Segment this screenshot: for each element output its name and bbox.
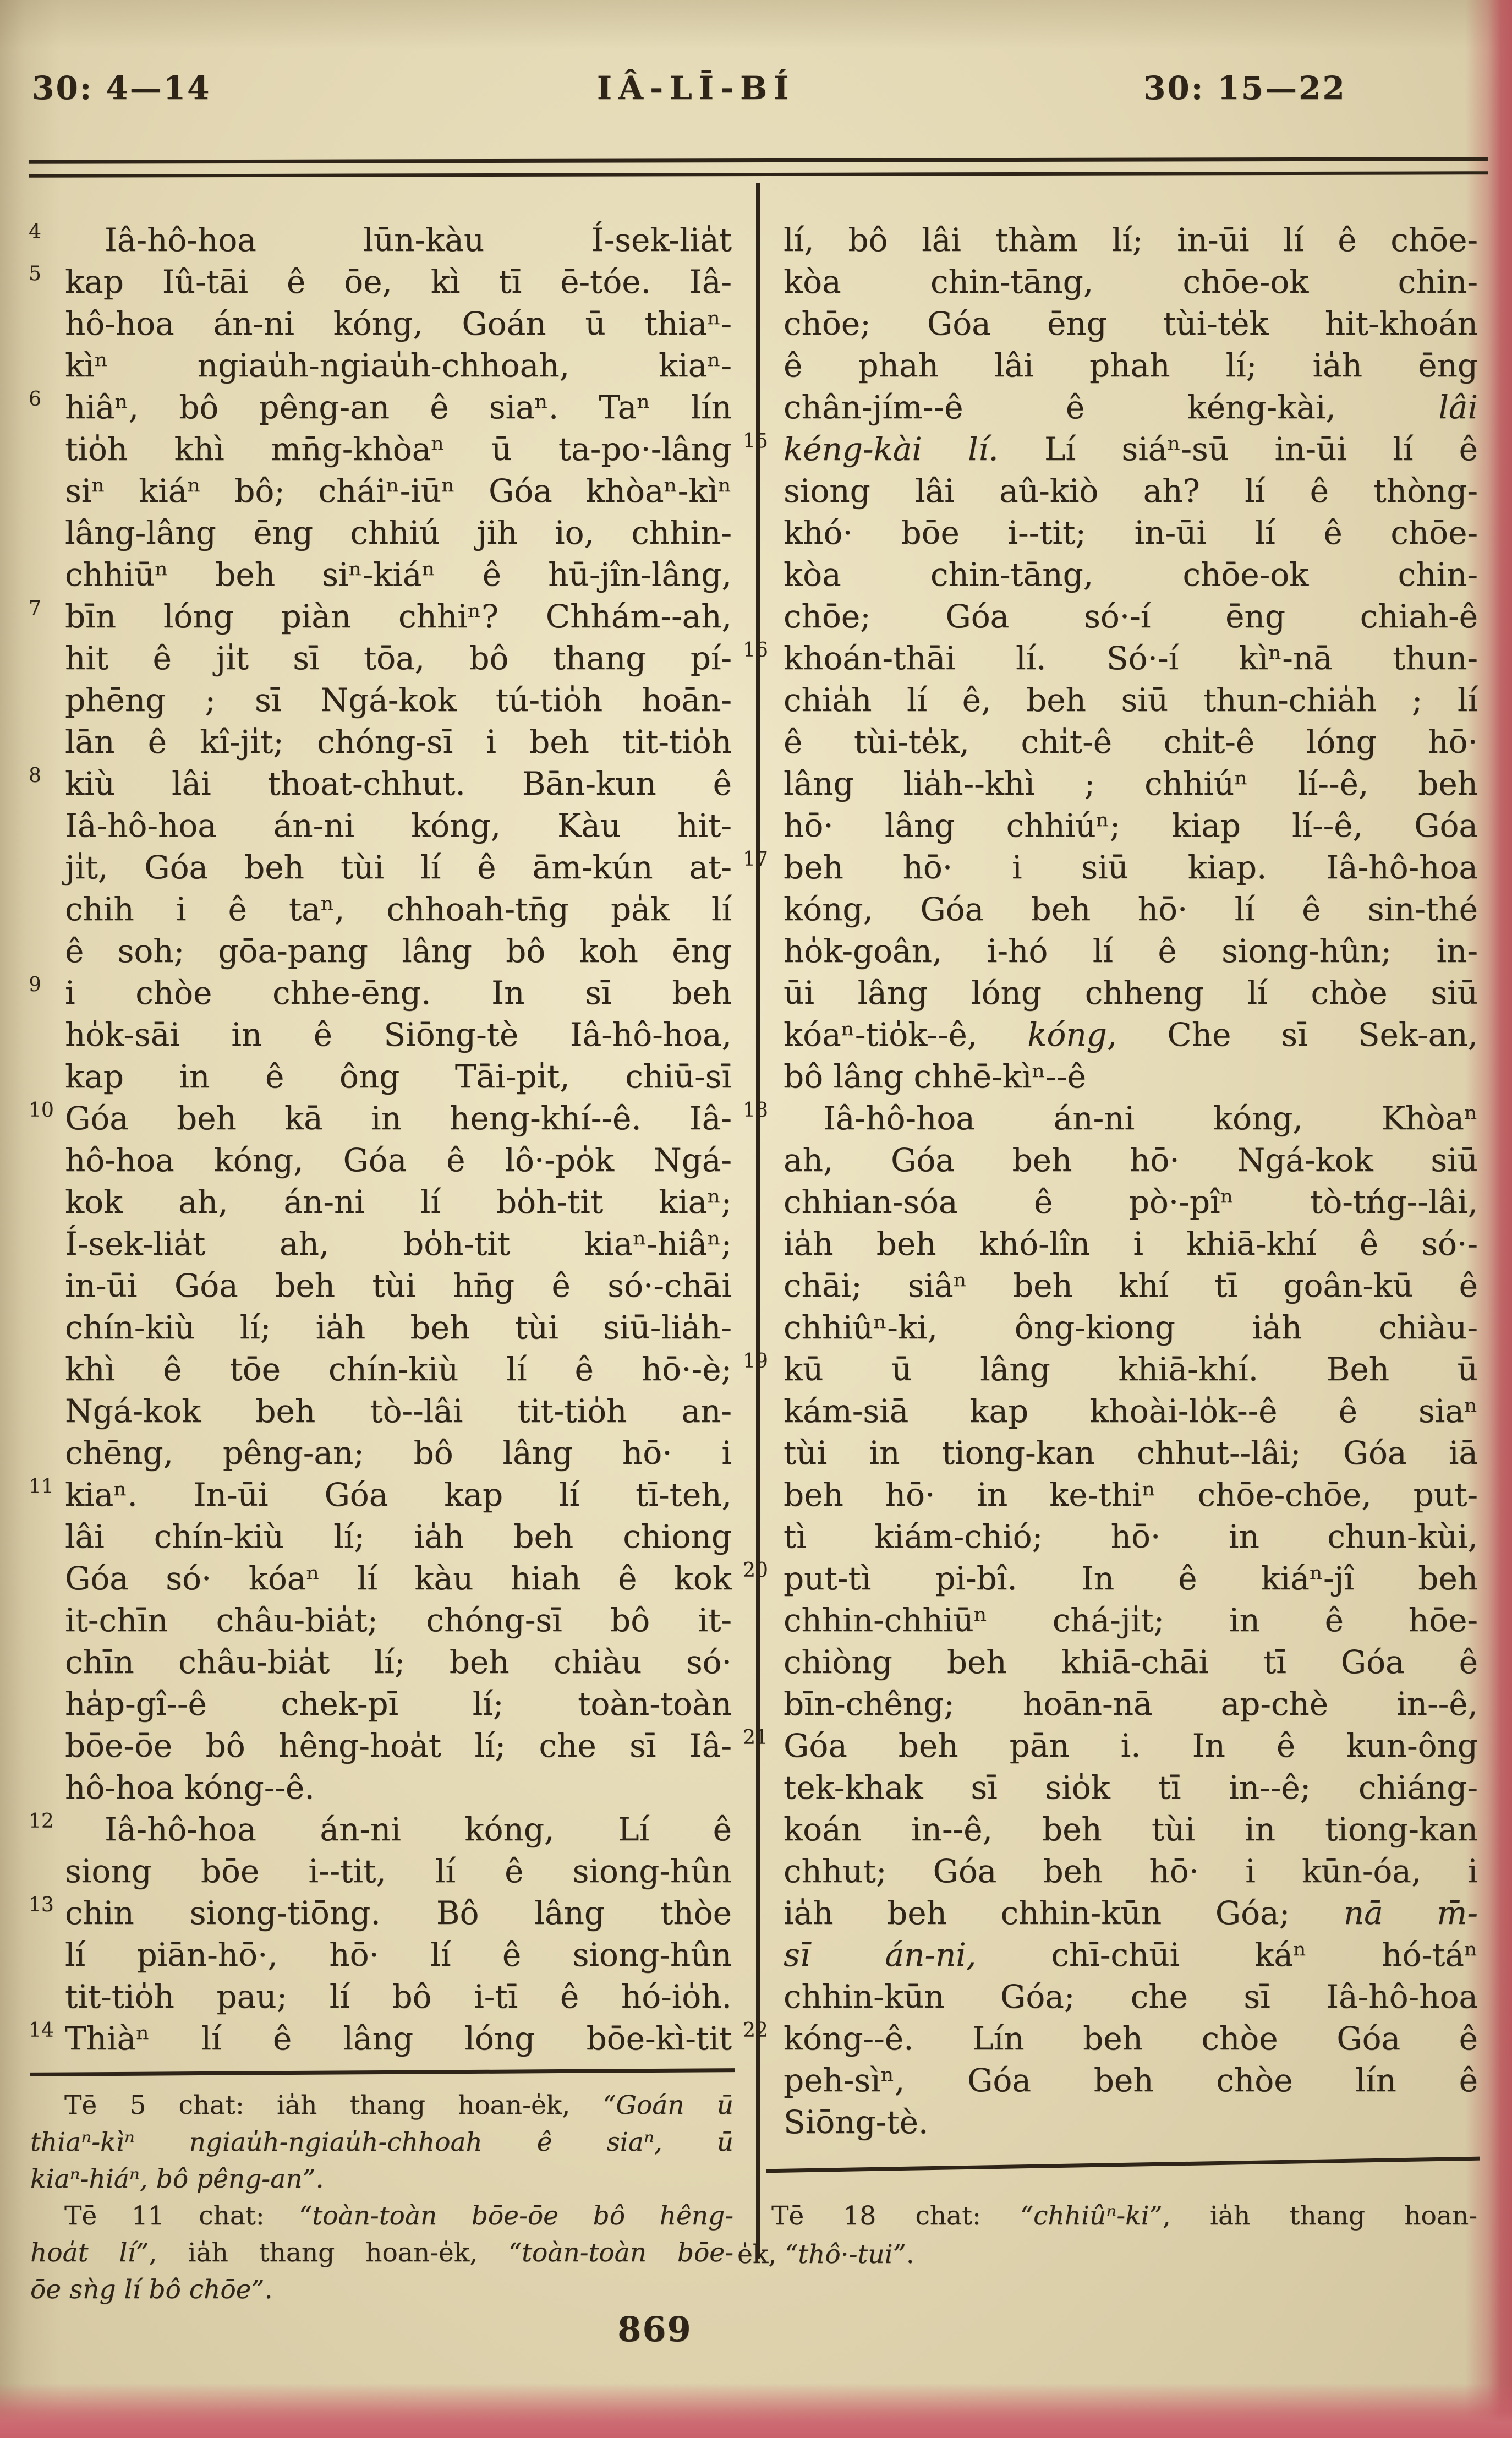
verse-line: chhian-sóa ê pò·-pîⁿ tò-tńg--lâi, — [784, 1183, 1478, 1221]
verse-line: koán in--ê, beh tùi in tiong-kan — [784, 1811, 1478, 1848]
verse-line: hô-hoa án-ni kóng, Goán ū thiaⁿ- — [65, 305, 732, 342]
verse-number: 6 — [29, 388, 41, 411]
verse-line: kap in ê ông Tāi-pi̍t, chiū-sī — [65, 1058, 732, 1095]
verse-line: ah, Góa beh hō· Ngá-kok siū — [784, 1141, 1478, 1179]
verse-line: siong lâi aû-kiò ah? lí ê thòng- — [784, 472, 1478, 510]
verse-line: phēng ; sī Ngá-kok tú-tio̍h hoān- — [65, 681, 732, 719]
verse-line: ha̍p-gî--ê chek-pī lí; toàn-toàn — [65, 1685, 732, 1723]
verse-line: tì kiám-chió; hō· in chun-kùi, — [784, 1518, 1478, 1555]
verse-line: ê phah lâi phah lí; ia̍h ēng — [784, 347, 1478, 384]
verse-number: 21 — [743, 1726, 768, 1749]
verse-number: 20 — [743, 1559, 768, 1582]
verse-line: 15 kéng-kài lí. Lí siáⁿ-sū in-ūi lí ê — [743, 430, 1478, 468]
verse-line: 6 hiâⁿ, bô pêng-an ê siaⁿ. Taⁿ lín — [29, 388, 732, 426]
verse-number: 10 — [29, 1099, 54, 1122]
verse-line: chiòng beh khiā-chāi tī Góa ê — [784, 1643, 1478, 1681]
verse-line: peh-sìⁿ, Góa beh chòe lín ê — [784, 2062, 1478, 2099]
verse-number: 13 — [29, 1894, 54, 1916]
verse-line: kóng, Góa beh hō· lí ê sin-thé — [784, 890, 1478, 928]
verse-line: chīn châu-bia̍t lí; beh chiàu só· — [65, 1643, 732, 1681]
left-column — [29, 219, 732, 2059]
verse-line: hō· lâng chhiúⁿ; kiap lí--ê, Góa — [784, 807, 1478, 844]
verse-line: siⁿ kiáⁿ bô; cháiⁿ-iūⁿ Góa khòaⁿ-kìⁿ — [65, 472, 732, 510]
verse-line: chín-kiù lí; ia̍h beh tùi siū-lia̍h- — [65, 1309, 732, 1346]
verse-line: chhin-kūn Góa; che sī Iâ-hô-hoa — [784, 1978, 1478, 2015]
verse-line: lâng lia̍h--khì ; chhiúⁿ lí--ê, beh — [784, 765, 1478, 802]
verse-line: 8 kiù lâi thoat-chhut. Bān-kun ê — [29, 764, 732, 802]
verse-line: bô lâng chhē-kìⁿ--ê — [784, 1058, 1086, 1095]
verse-line: Góa só· kóaⁿ lí kàu hiah ê kok — [65, 1560, 732, 1597]
header-verse-range-right: 30: 15—22 — [1143, 69, 1346, 107]
footnote-line: hoa̍t lí”, ia̍h thang hoan-e̍k, “toàn-toàn bōe- — [30, 2238, 733, 2268]
verse-line: 19 kū ū lâng khiā-khí. Beh ū — [743, 1350, 1478, 1388]
footnote-line: thiaⁿ-kìⁿ ngiau̍h-ngiau̍h-chhoah ê siaⁿ, ū — [30, 2127, 733, 2157]
verse-line: sī án-ni, chī-chūi káⁿ hó-táⁿ — [784, 1936, 1478, 1974]
verse-line: 18 Iâ-hô-hoa án-ni kóng, Khòaⁿ — [743, 1099, 1478, 1137]
verse-line: beh hō· in ke-thiⁿ chōe-chōe, put- — [784, 1476, 1478, 1513]
verse-line: ia̍h beh chhin-kūn Góa; nā m̄- — [784, 1894, 1478, 1932]
verse-line: hô-hoa kóng, Góa ê lô·-po̍k Ngá- — [65, 1141, 732, 1179]
verse-line: 11 kiaⁿ. In-ūi Góa kap lí tī-teh, — [29, 1475, 732, 1513]
verse-line: ê tùi-te̍k, chi̍t-ê chi̍t-ê lóng hō· — [784, 723, 1478, 761]
verse-line: 17 beh hō· i siū kiap. Iâ-hô-hoa — [743, 848, 1478, 886]
verse-line: lâng-lâng ēng chhiú jih io, chhin- — [65, 514, 732, 551]
verse-line: it-chīn châu-bia̍t; chóng-sī bô it- — [65, 1601, 732, 1639]
verse-line: kok ah, án-ni lí bo̍h-tit kiaⁿ; — [65, 1183, 732, 1221]
verse-line: 12 Iâ-hô-hoa án-ni kóng, Lí ê — [29, 1810, 732, 1848]
footnote-line: e̍k, “thô·-tui”. — [737, 2239, 914, 2270]
verse-line: bīn-chêng; hoān-nā ap-chè in--ê, — [784, 1685, 1478, 1723]
column-divider — [756, 183, 760, 2259]
verse-line: chhut; Góa beh hō· i kūn-óa, i — [784, 1852, 1478, 1890]
header-rule — [29, 157, 1488, 178]
footnote-line: Tē 18 chat: “chhiûⁿ-ki”, ia̍h thang hoan- — [771, 2201, 1477, 2231]
verse-line: ê soh; gōa-pang lâng bô koh ēng — [65, 932, 732, 970]
footnote-line: ōe sǹg lí bô chōe”. — [30, 2275, 273, 2305]
verse-line: lí, bô lâi thàm lí; in-ūi lí ê chōe- — [784, 221, 1478, 259]
verse-line: khó· bōe i--tit; in-ūi lí ê chōe- — [784, 514, 1478, 551]
verse-number: 9 — [29, 974, 41, 996]
verse-line: lí piān-hō·, hō· lí ê siong-hûn — [65, 1936, 732, 1974]
verse-line: chōe; Góa só·-í ēng chiah-ê — [784, 598, 1478, 635]
verse-line: siong bōe i--tit, lí ê siong-hûn — [65, 1852, 732, 1890]
verse-number: 5 — [29, 263, 41, 285]
verse-line: 21 Góa beh pān i. In ê kun-ông — [743, 1726, 1478, 1764]
verse-line: 13 chin siong-tiōng. Bô lâng thòe — [29, 1894, 732, 1932]
verse-number: 18 — [743, 1099, 768, 1122]
header-verse-range-left: 30: 4—14 — [32, 69, 211, 107]
verse-line: tek-khak sī sio̍k tī in--ê; chiáng- — [784, 1769, 1478, 1806]
verse-line: Iâ-hô-hoa án-ni kóng, Kàu hit- — [65, 807, 732, 844]
verse-line: chēng, pêng-an; bô lâng hō· i — [65, 1434, 732, 1472]
verse-line: 10 Góa beh kā in heng-khí--ê. Iâ- — [29, 1099, 732, 1137]
footnote-line: Tē 11 chat: “toàn-toàn bōe-ōe bô hêng- — [64, 2201, 734, 2231]
verse-number: 19 — [743, 1350, 768, 1373]
verse-number: 11 — [29, 1475, 54, 1498]
right-footnotes — [737, 2197, 1477, 2274]
verse-line: kòa chin-tāng, chōe-ok chin- — [784, 263, 1478, 300]
verse-number: 14 — [29, 2019, 54, 2042]
verse-number: 4 — [29, 221, 41, 243]
verse-line: lâi chín-kiù lí; ia̍h beh chiong — [65, 1518, 732, 1555]
footnote-line: Tē 5 chat: ia̍h thang hoan-e̍k, “Goán ū — [64, 2090, 733, 2120]
verse-line: bōe-ōe bô hêng-hoa̍t lí; che sī Iâ- — [65, 1727, 732, 1764]
verse-line: chāi; siâⁿ beh khí tī goân-kū ê — [784, 1267, 1478, 1304]
verse-line: in-ūi Góa beh tùi hn̄g ê só·-chāi — [65, 1267, 732, 1304]
verse-number: 15 — [743, 430, 768, 452]
verse-line: kóaⁿ-tio̍k--ê, kóng, Che sī Sek-an, — [784, 1016, 1478, 1053]
verse-line: 7 bīn lóng piàn chhiⁿ? Chhám--ah, — [29, 597, 732, 635]
verse-line: Í-sek-lia̍t ah, bo̍h-tit kiaⁿ-hiâⁿ; — [65, 1225, 732, 1262]
verse-line: 22 kóng--ê. Lín beh chòe Góa ê — [743, 2019, 1478, 2057]
verse-line: kòa chin-tāng, chōe-ok chin- — [784, 556, 1478, 593]
verse-line: Siōng-tè. — [784, 2103, 929, 2141]
verse-line: ho̍k-sāi in ê Siōng-tè Iâ-hô-hoa, — [65, 1016, 732, 1053]
verse-line: chhiûⁿ-ki, ông-kiong ia̍h chiàu- — [784, 1309, 1478, 1346]
verse-line: 20 put-tì pi-bî. In ê kiáⁿ-jî beh — [743, 1559, 1478, 1597]
verse-line: tùi in tiong-kan chhut--lâi; Góa iā — [784, 1434, 1478, 1472]
verse-line: kìⁿ ngiau̍h-ngiau̍h-chhoah, kiaⁿ- — [65, 347, 732, 384]
verse-line: Ngá-kok beh tò--lâi tit-tio̍h an- — [65, 1392, 732, 1430]
verse-line: chân-jím--ê ê kéng-kài, lâi — [784, 389, 1478, 426]
verse-line: ji̍t, Góa beh tùi lí ê ām-kún at- — [65, 849, 732, 886]
page-title: IÂ-LĪ-BÍ — [596, 69, 796, 107]
verse-line: chia̍h lí ê, beh siū thun-chia̍h ; lí — [784, 681, 1478, 719]
page-number: 869 — [617, 2309, 692, 2349]
verse-line: 14 Thiàⁿ lí ê lâng lóng bōe-kì-tit — [29, 2019, 732, 2057]
verse-line: chhin-chhiūⁿ chá-ji̍t; in ê hōe- — [784, 1601, 1478, 1639]
verse-number: 22 — [743, 2019, 768, 2042]
verse-number: 8 — [29, 764, 41, 787]
verse-line: tio̍h khì mn̄g-khòaⁿ ū ta-po·-lâng — [65, 430, 732, 468]
verse-line: chih i ê taⁿ, chhoah-tn̄g pa̍k lí — [65, 890, 732, 928]
verse-line: chōe; Góa ēng tùi-te̍k hit-khoán — [784, 305, 1478, 342]
left-footnotes — [30, 2087, 733, 2308]
verse-line: hit ê ji̍t sī tōa, bô thang pí- — [65, 639, 732, 677]
verse-number: 16 — [743, 639, 768, 662]
verse-line: khì ê tōe chín-kiù lí ê hō·-è; — [65, 1351, 732, 1388]
verse-line: 16 khoán-thāi lí. Só·-í kìⁿ-nā thun- — [743, 639, 1478, 677]
verse-line: kám-siā kap khoài-lo̍k--ê ê siaⁿ — [784, 1392, 1478, 1430]
verse-line: ho̍k-goân, i-hó lí ê siong-hûn; in- — [784, 932, 1478, 970]
verse-line: ūi lâng lóng chheng lí chòe siū — [784, 974, 1478, 1012]
right-column — [743, 219, 1478, 2143]
verse-number: 7 — [29, 597, 41, 620]
verse-number: 17 — [743, 848, 768, 871]
verse-line: chhiūⁿ beh siⁿ-kiáⁿ ê hū-jîn-lâng, — [65, 556, 732, 593]
verse-line: 9 i chòe chhe-ēng. In sī beh — [29, 974, 732, 1012]
verse-line: 5 kap Iû-tāi ê ōe, kì tī ē-tóe. Iâ- — [29, 263, 732, 300]
verse-line: lān ê kî-ji̍t; chóng-sī i beh tit-tio̍h — [65, 723, 732, 761]
verse-line: ia̍h beh khó-lîn i khiā-khí ê só·- — [784, 1225, 1478, 1262]
verse-line: 4 Iâ-hô-hoa lūn-kàu Í-sek-lia̍t — [29, 221, 732, 259]
footnote-rule-right — [766, 2157, 1480, 2173]
verse-line: hô-hoa kóng--ê. — [65, 1769, 315, 1806]
verse-number: 12 — [29, 1810, 54, 1833]
verse-line: tit-tio̍h pau; lí bô i-tī ê hó-io̍h. — [65, 1978, 732, 2015]
footnote-line: kiaⁿ-hiáⁿ, bô pêng-an”. — [30, 2164, 324, 2194]
footnote-rule-left — [30, 2068, 735, 2076]
